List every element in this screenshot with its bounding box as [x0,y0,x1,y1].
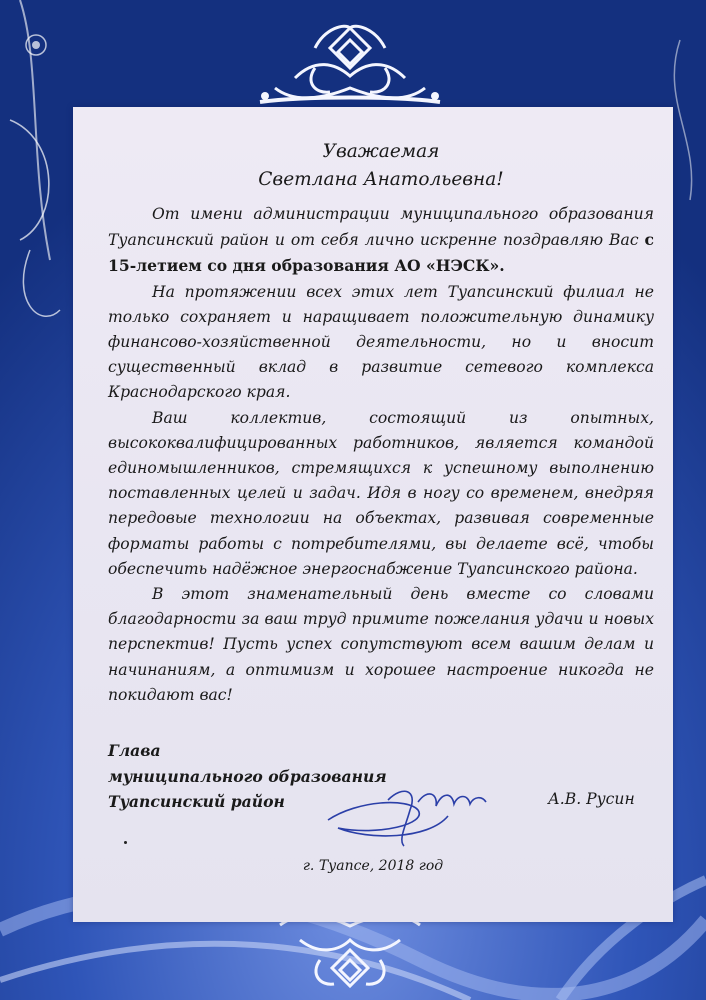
signatory-name: А.В. Русин [548,790,635,808]
paragraph-1-emphasis: с 15-летием со дня образования АО «НЭСК». [108,230,654,276]
greeting [108,138,654,194]
paragraph-4: В этот знаменательный день вместе со словами благодарности за ваш труд примите пожелания удачи и новых перспектив! Пусть успех сопутствуют всем вашим делам и начинаниям, а оптимизм и хорошее настроение никогда не покидают вас! [108,585,654,704]
place-and-date: г. Туапсе, 2018 год [302,858,444,874]
handwritten-signature [318,780,488,850]
paragraph-3: Ваш коллектив, состоящий из опытных, высококвалифицированных работников, является командой единомышленников, стремящихся к успешному выполнению поставленных целей и задач. Идя в ногу со временем, внедряя передовые технологии на объектах, развивая современные форматы работы с потребителями, вы делаете всё, чтобы обеспечить надёжное энергоснабжение Туапсинского района. [108,408,654,578]
signature-title-3: Туапсинский район [108,792,285,811]
signature-title-1: Глава [108,741,161,760]
top-ornament [255,18,445,114]
paragraph-1-text: От имени администрации муниципального образования Туапсинский район и от себя лично искренне поздравляю Вас [108,205,654,250]
greeting-line-1: Уважаемая [322,141,440,162]
greeting-line-2: Светлана Анатольевна! [258,169,504,190]
paragraph-2: На протяжении всех этих лет Туапсинский филиал не только сохраняет и наращивает положительную динамику финансово-хозяйственной деятельности, но и вносит существенный вклад в развитие сетевого комплекса Краснодарского края. [108,282,654,402]
signature-title-2: муниципального образования [108,766,387,786]
ink-dot [124,841,127,844]
letter-body [108,138,654,708]
paragraph-1 [108,202,654,280]
